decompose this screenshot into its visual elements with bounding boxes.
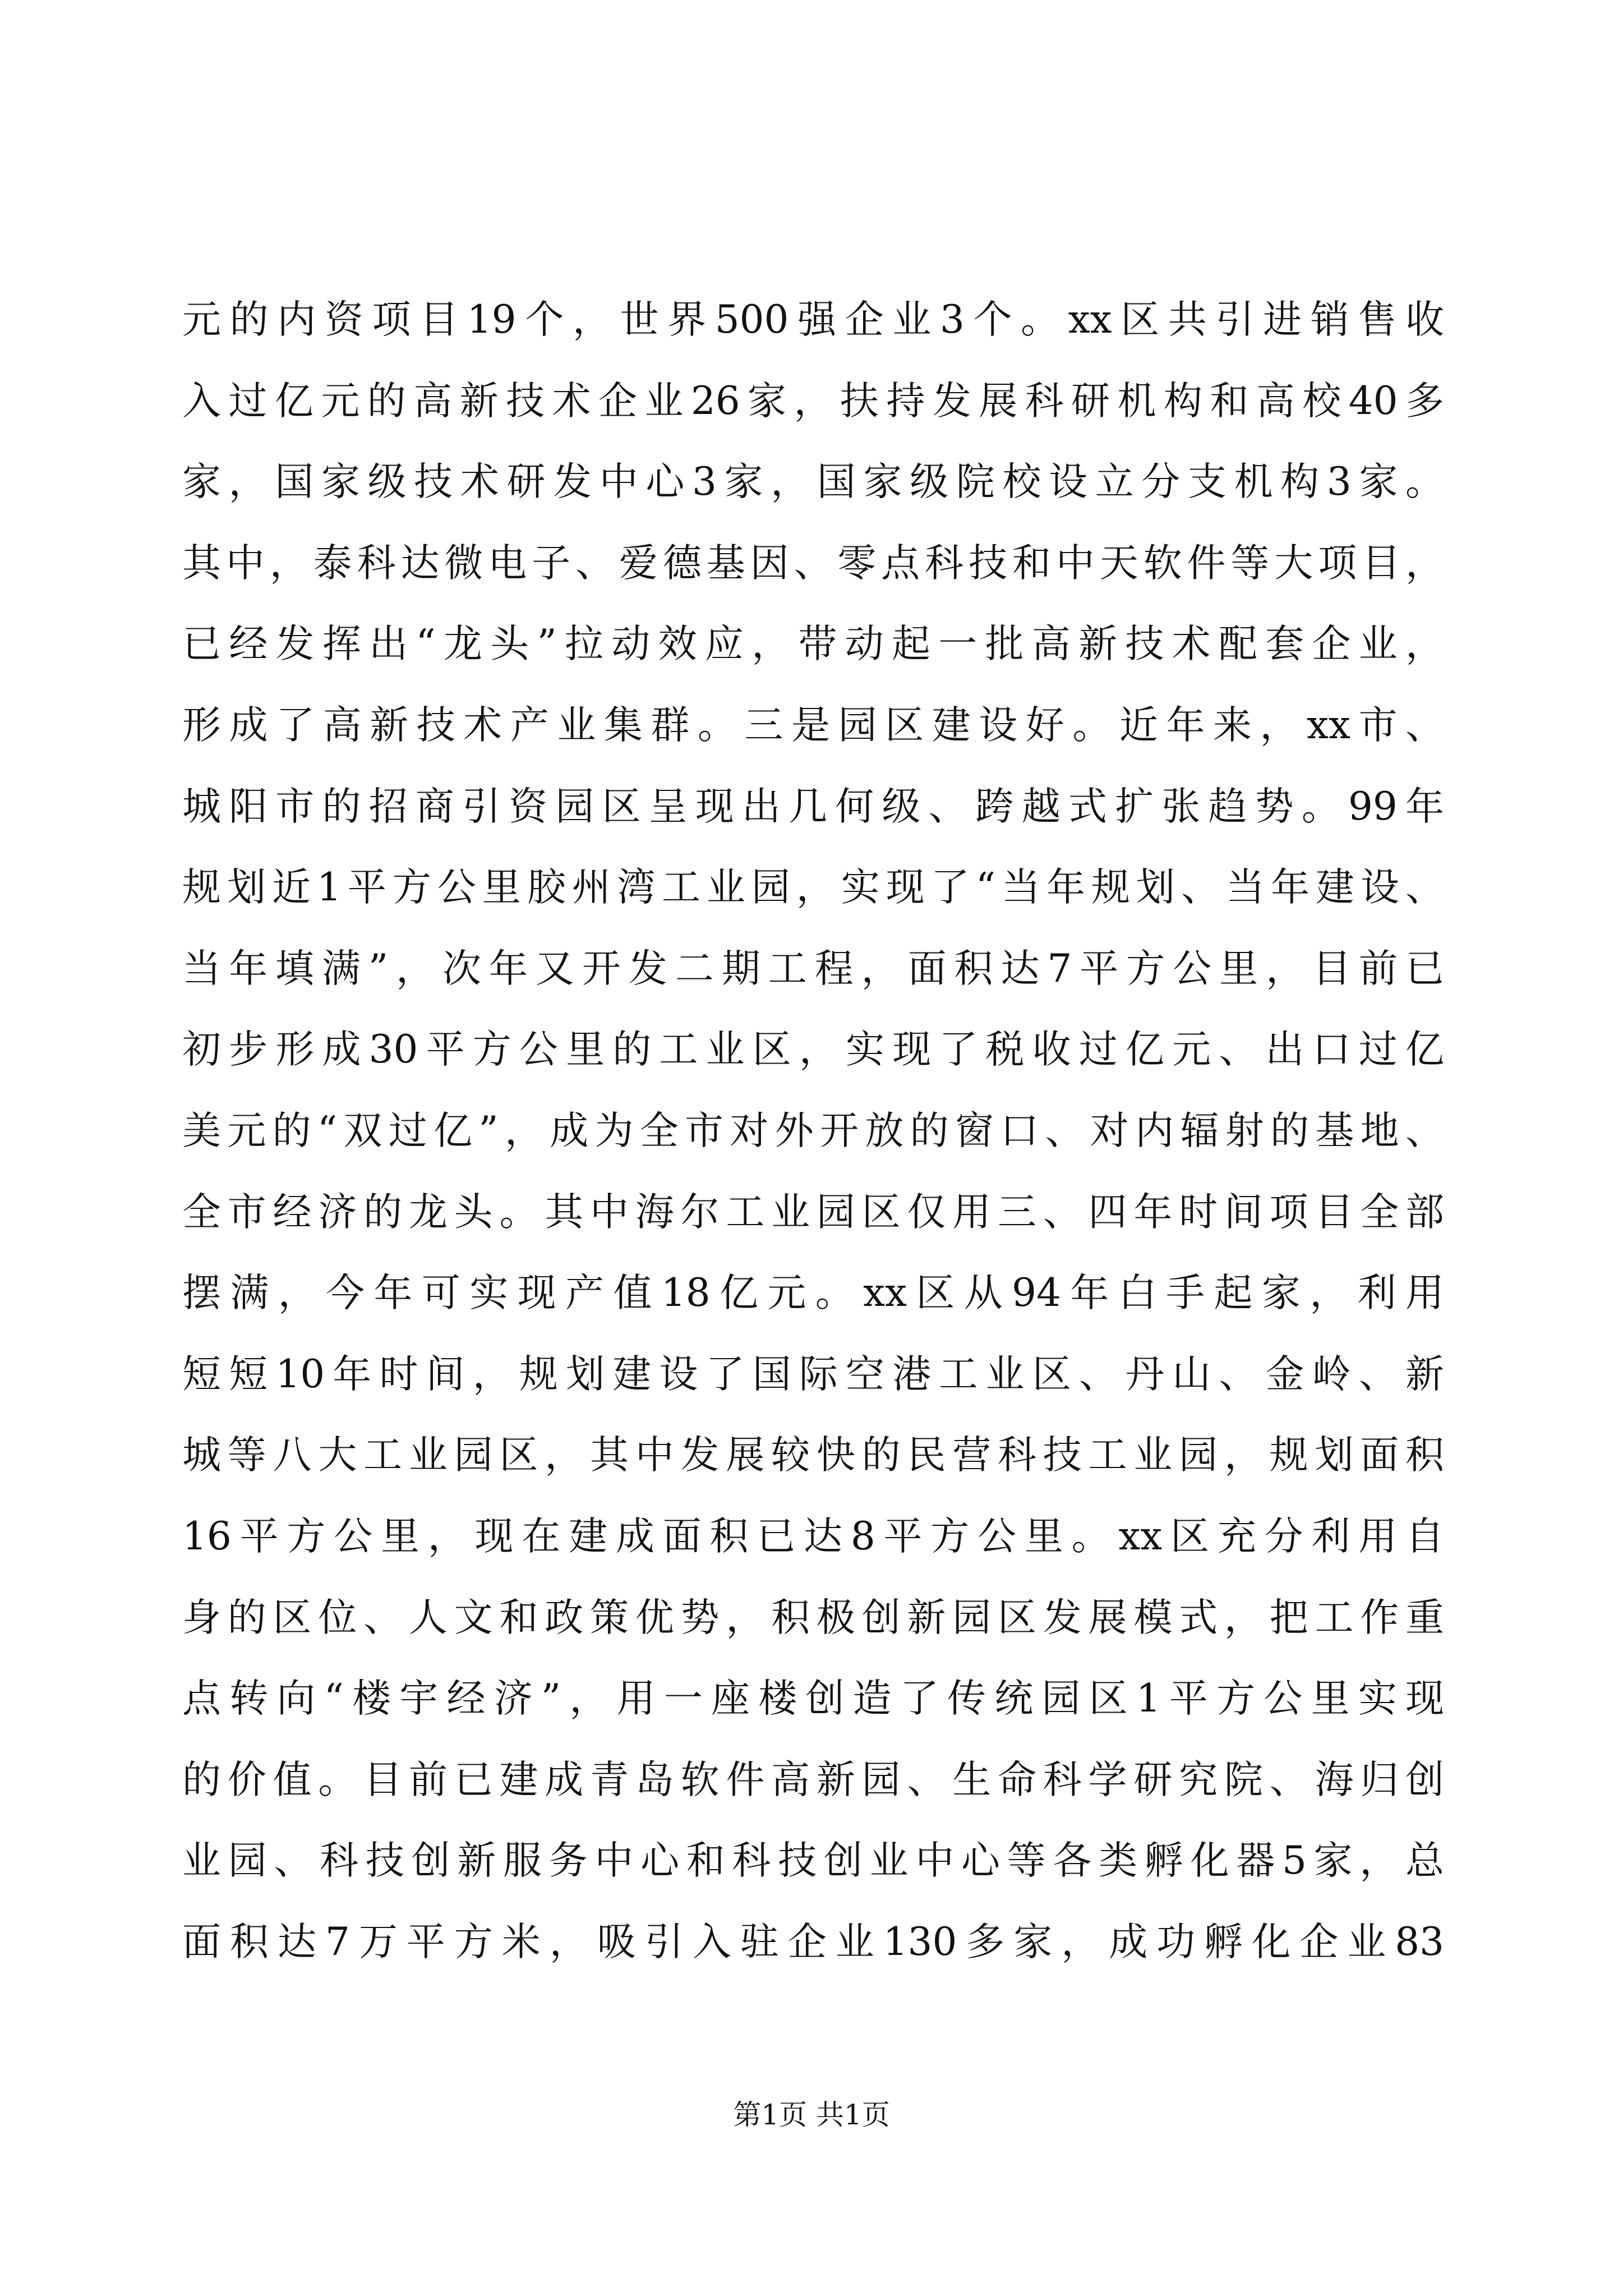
text-line: 形成了高新技术产业集群。三是园区建设好。近年来，xx市、 bbox=[182, 702, 1444, 748]
text-line: 城等八大工业园区，其中发展较快的民营科技工业园，规划面积 bbox=[182, 1433, 1444, 1478]
text-line: 初步形成30平方公里的工业区，实现了税收过亿元、出口过亿 bbox=[182, 1027, 1444, 1073]
text-line: 的价值。目前已建成青岛软件高新园、生命科学研究院、海归创 bbox=[182, 1757, 1444, 1802]
body-text bbox=[182, 279, 1444, 1982]
text-line: 规划近1平方公里胶州湾工业园，实现了“当年规划、当年建设、 bbox=[182, 865, 1444, 910]
text-line: 短短10年时间，规划建设了国际空港工业区、丹山、金岭、新 bbox=[182, 1351, 1444, 1397]
text-line: 当年填满”，次年又开发二期工程，面积达7平方公里，目前已 bbox=[182, 946, 1444, 991]
text-line: 家，国家级技术研发中心3家，国家级院校设立分支机构3家。 bbox=[182, 459, 1444, 505]
text-line: 城阳市的招商引资园区呈现出几何级、跨越式扩张趋势。99年 bbox=[182, 784, 1444, 829]
text-line: 入过亿元的高新技术企业26家，扶持发展科研机构和高校40多 bbox=[182, 378, 1444, 424]
text-line: 其中，泰科达微电子、爱德基因、零点科技和中天软件等大项目， bbox=[182, 540, 1444, 586]
text-line: 全市经济的龙头。其中海尔工业园区仅用三、四年时间项目全部 bbox=[182, 1189, 1444, 1235]
text-line: 已经发挥出“龙头”拉动效应，带动起一批高新技术配套企业， bbox=[182, 622, 1444, 667]
text-line: 美元的“双过亿”，成为全市对外开放的窗口、对内辐射的基地、 bbox=[182, 1108, 1444, 1153]
text-line: 元的内资项目19个，世界500强企业3个。xx区共引进销售收 bbox=[182, 297, 1444, 342]
page-footer: 第1页 共1页 bbox=[733, 2099, 890, 2131]
text-line: 点转向“楼宇经济”，用一座楼创造了传统园区1平方公里实现 bbox=[182, 1676, 1444, 1722]
text-line: 面积达7万平方米，吸引入驻企业130多家，成功孵化企业83 bbox=[182, 1919, 1444, 1964]
text-line: 摆满，今年可实现产值18亿元。xx区从94年白手起家，利用 bbox=[182, 1271, 1444, 1316]
text-line: 业园、科技创新服务中心和科技创业中心等各类孵化器5家，总 bbox=[182, 1838, 1444, 1884]
text-line: 16平方公里，现在建成面积已达8平方公里。xx区充分利用自 bbox=[182, 1513, 1444, 1559]
text-line: 身的区位、人文和政策优势，积极创新园区发展模式，把工作重 bbox=[182, 1595, 1444, 1640]
